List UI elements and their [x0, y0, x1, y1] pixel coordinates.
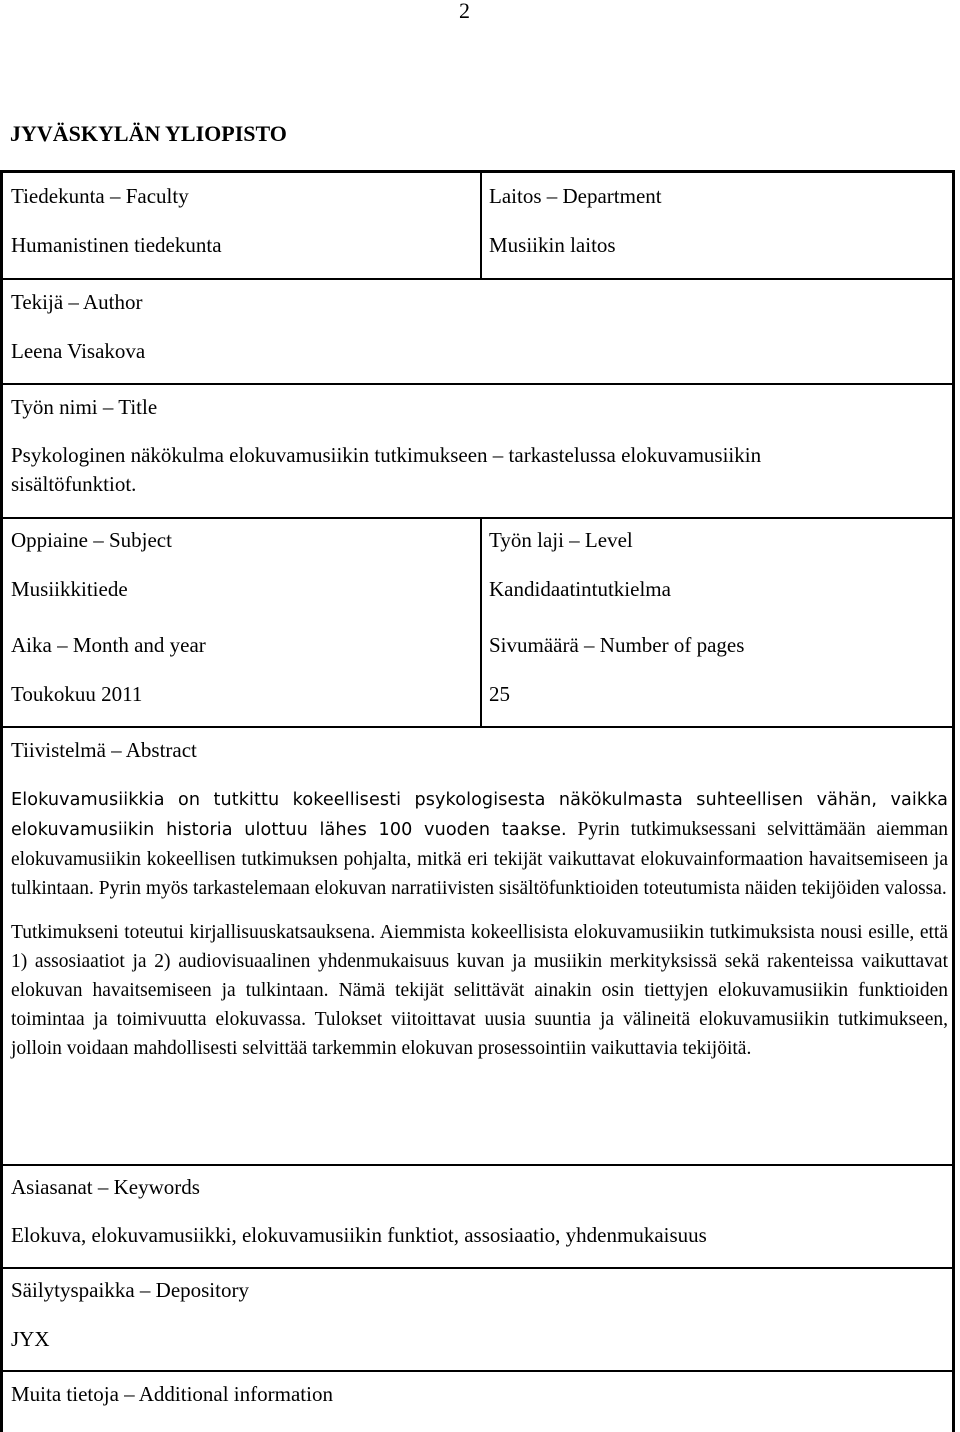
additional-info-label: Muita tietoja – Additional information: [11, 1382, 333, 1406]
keywords-value: Elokuva, elokuvamusiikki, elokuvamusiikin funktiot, assosiaatio, yhdenmukaisuus: [11, 1223, 707, 1247]
divider-row-3: [3, 517, 952, 519]
divider-row-5: [3, 1164, 952, 1166]
divider-row-4: [3, 726, 952, 728]
author-value: Leena Visakova: [11, 339, 146, 363]
pages-value: 25: [489, 682, 510, 706]
abstract-paragraph-1-rest: Pyrin tutkimuksessani selvittämään aiemman elokuvamusiikin kokeellisen tutkimuksen pohjalta, mitkä eri tekijät vaikuttavat elokuvainformaation havaitsemiseen ja tulkintaan. Pyrin myös tarkastelemaan elokuvan narratiivisten sisältöfunktioiden toteutumista näiden tekijöiden valossa.: [11, 819, 948, 899]
title-value-line-2: sisältöfunktiot.: [11, 472, 137, 496]
abstract-paragraph-1-opening: Elokuvamusiikkia on tutkittu kokeellisesti psykologisesta näkökulmasta suhteellisen vähän, vaikka elokuvamusiikin historia ulottuu lähes 100 vuoden taakse.: [11, 790, 948, 840]
faculty-value: Humanistinen tiedekunta: [11, 233, 222, 257]
date-label: Aika – Month and year: [11, 633, 206, 657]
abstract-text: [11, 785, 948, 1063]
university-heading: JYVÄSKYLÄN YLIOPISTO: [10, 121, 287, 146]
author-label: Tekijä – Author: [11, 290, 143, 314]
level-value: Kandidaatintutkielma: [489, 577, 671, 601]
title-value-line-1: Psykologinen näkökulma elokuvamusiikin tutkimukseen – tarkastelussa elokuvamusiikin: [11, 443, 762, 467]
divider-row-1: [3, 278, 952, 280]
level-label: Työn laji – Level: [489, 528, 633, 552]
keywords-label: Asiasanat – Keywords: [11, 1175, 200, 1199]
abstract-paragraph-1: [11, 785, 948, 903]
abstract-paragraph-2: Tutkimukseni toteutui kirjallisuuskatsauksena. Aiemmista kokeellisista elokuvamusiikin tutkimuksista nousi esille, että 1) assosiaatiot ja 2) audiovisuaalinen yhdenmukaisuus kuvan ja musiikin merkityksissä sekä rakenteissa vaikuttavat elokuvan havaitsemiseen ja tulkintaan. Nämä tekijät selittävät ainakin osin tiettyjen elokuvamusiikin funktioiden toimintaa ja toimivuutta elokuvassa. Tulokset viitoittavat uusia suuntia ja välineitä elokuvamusiikin tutkimukseen, jolloin voidaan mahdollisesti selvittää tarkemmin elokuvan prosessointiin vaikuttavia tekijöitä.: [11, 922, 948, 1059]
department-value: Musiikin laitos: [489, 233, 616, 257]
page-number: 2: [459, 0, 470, 23]
divider-row-2: [3, 383, 952, 385]
depository-label: Säilytyspaikka – Depository: [11, 1278, 249, 1302]
date-value: Toukokuu 2011: [11, 682, 143, 706]
depository-value: JYX: [11, 1327, 50, 1351]
divider-subject-level: [480, 517, 482, 728]
department-label: Laitos – Department: [489, 184, 662, 208]
divider-row-7: [3, 1370, 952, 1372]
subject-label: Oppiaine – Subject: [11, 528, 172, 552]
divider-faculty-department: [480, 173, 482, 280]
abstract-label: Tiivistelmä – Abstract: [11, 738, 197, 762]
abstract-form: [0, 170, 955, 1432]
pages-label: Sivumäärä – Number of pages: [489, 633, 745, 657]
divider-row-6: [3, 1267, 952, 1269]
faculty-label: Tiedekunta – Faculty: [11, 184, 189, 208]
title-label: Työn nimi – Title: [11, 395, 158, 419]
subject-value: Musiikkitiede: [11, 577, 128, 601]
